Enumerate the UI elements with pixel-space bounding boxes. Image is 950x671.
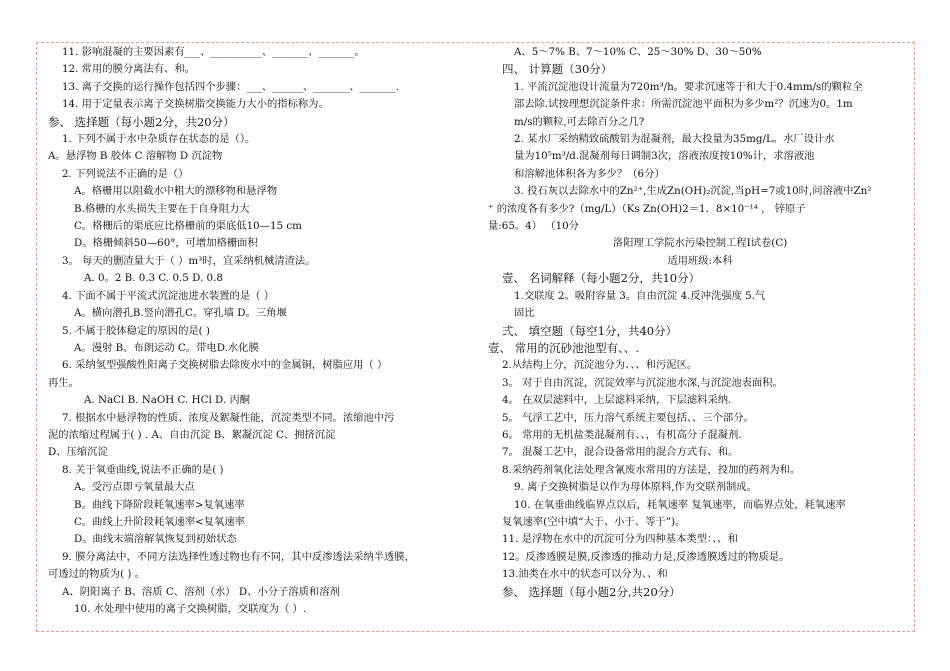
left-text-line: B.格栅的水头损失主要在于自身阻力大 [74, 202, 250, 215]
left-text-line: 13. 离子交换的运行操作包括四个步骤：___、______、_______、_______. [62, 80, 399, 93]
left-text-line: C。格栅后的渠底应比格栅前的渠底低10—15 cm [74, 220, 302, 233]
right-text-line: 2. 某水厂采纳精致硫酸铝为混凝剂，最大投量为35mg/L。水厂设计水 [514, 133, 835, 146]
right-text-line: 洛阳理工学院水污染控制工程Ⅰ试卷(C) [612, 237, 788, 250]
right-text-line: 复氧速率(空中填“大于、小于、等于”)。 [502, 515, 686, 528]
left-text-line: 6. 采纳氢型强酸性阳离子交换树脂去除废水中的金属铜，树脂应用（ ） [62, 359, 388, 372]
left-text-line: A。悬浮物 B 胶体 C 溶解物 D 沉淀物 [48, 150, 223, 163]
left-text-line: 10. 水处理中使用的离子交换树脂，交联度为（ ）. [74, 603, 307, 615]
left-text-line: 再生。 [48, 376, 79, 389]
left-text-line: 8. 关于氧垂曲线,说法不正确的是( ) [62, 463, 224, 476]
left-text-line: 5. 不属于胶体稳定的原因的是( ) [62, 324, 210, 337]
right-text-line: 8.采纳药剂氧化法处理含氰废水常用的方法是，投加的药剂为和。 [502, 463, 801, 476]
right-text-line: 11. 是浮物在水中的沉淀可分为四种基本类型：、、和 [502, 533, 738, 546]
right-text-line: 和溶解池体积各为多少？（6分） [514, 167, 665, 180]
right-text-line: 10. 在氧垂曲线临界点以后，耗氧速率 复氧速率，而临界点处，耗氧速率 [514, 498, 846, 511]
left-text-line: A. 0。2 B. 0.3 C. 0.5 D. 0.8 [84, 272, 223, 285]
right-text-line: 固比 [514, 307, 535, 320]
left-text-line: D。格栅倾斜50—60°，可增加格栅面积 [74, 237, 258, 250]
left-text-line: 可透过的物质为( ) 。 [48, 568, 145, 581]
left-text-line: B。曲线下降阶段耗氧速率>复氧速率 [74, 498, 245, 511]
right-text-line: 6。 常用的无机盐类混凝剂有、、，有机高分子混凝剂. [502, 428, 742, 441]
left-text-line: 12. 常用的膜分离法有、和。 [62, 63, 195, 76]
right-text-line: 1. 平流沉淀池设计流量为720m³/h。要求沉速等于和大于0.4mm/s的颗粒全 [514, 80, 863, 93]
left-column [48, 44, 478, 618]
right-text-line: 4。 在双层滤料中，上层滤料采纳，下层滤料采纳. [502, 394, 732, 407]
right-section-heading: 壹、 名词解释（每小题2分，共10分） [502, 271, 701, 286]
left-text-line: 1. 下列不属于水中杂质存在状态的是（）。 [62, 133, 256, 146]
left-text-line: 11. 影响混凝的主要因素有___、__________、_______、_______。 [62, 46, 365, 58]
left-text-line: A。横向潜孔B.竖向潜孔C。穿孔墙 D。三角堰 [74, 307, 287, 320]
right-text-line: 1.交联度 2。吸附容量 3。自由沉淀 4.反冲洗强度 5.气 [514, 289, 766, 302]
left-text-line: 14. 用于定量表示离子交换树脂交换能力大小的指标称为。 [62, 98, 329, 111]
right-text-line: m/s的颗粒,可去除百分之几? [514, 115, 645, 128]
right-text-line: ⁺ 的浓度各有多少?（mg/L）（Ks Zn(OH)2＝1．8×10⁻¹⁴ ， 锌原子 [488, 202, 806, 215]
right-text-line: 量:65。4） （10分 [488, 220, 579, 233]
left-text-line: 7. 根据水中悬浮物的性质、浓度及絮凝性能，沉淀类型不同。浓缩池中污 [62, 411, 395, 424]
left-text-line: A. NaCl B. NaOH C. HCl D. 丙酮 [84, 394, 251, 407]
right-text-line: 13.油类在水中的状态可以分为、、和 [502, 568, 668, 581]
right-text-line: 12。反渗透膜是膜,反渗透的推动力是,反渗透膜透过的物质是。 [502, 550, 790, 563]
left-text-line: 泥的浓缩过程属于( ) . A、自由沉淀 B、絮凝沉淀 C、拥挤沉淀 [48, 428, 336, 441]
left-text-line: A、阴阳离子 B、溶质 C、溶剂（水） D、小分子溶质和溶剂 [62, 585, 340, 598]
right-text-line: 3。 对于自由沉淀，沉淀效率与沉淀池水深,与沉淀池表面积。 [502, 376, 783, 389]
left-text-line: 4. 下面不属于平流式沉淀池进水装置的是（ ） [62, 289, 275, 302]
right-text-line: 2.从结构上分，沉淀池分为、、、和污泥区。 [502, 359, 698, 372]
right-section-heading: 壹、 常用的沉砂池池型有、、. [488, 340, 640, 355]
right-text-line: 3. 投石灰以去除水中的Zn²⁺,生成Zn(OH)₂沉淀,当pH=7或10时,问溶液中Zn² [514, 185, 872, 198]
right-text-line: 部去除.试按理想沉淀条件求：所需沉淀池平面积为多少m²？沉速为0。1m [514, 98, 853, 111]
left-section-heading: 参、 选择题（每小题2分，共20分） [48, 114, 235, 129]
left-text-line: D、压缩沉淀 [48, 446, 108, 459]
right-section-heading: 参、 选择题（每小题2分,共20分） [502, 584, 681, 599]
right-section-heading: 弍、 填空题（每空1分，共40分） [502, 323, 678, 338]
right-text-line: 5。 气浮工艺中，压力溶气系统主要包括、、三个部分。 [502, 411, 754, 424]
left-text-line: 3。 每天的删渣量大于（ ）m³时，宜采纳机械清渣法。 [62, 254, 316, 267]
right-text-line: 9. 离子交换树脂是以作为母体原料,作为交联剂制成。 [514, 481, 757, 494]
left-text-line: 2. 下列说法不正确的是（） [62, 167, 189, 180]
right-text-line: 量为10⁵m³/d.混凝剂每日调制3次，溶液浓度按10%计，求溶液池 [514, 150, 815, 163]
right-column [488, 44, 912, 601]
left-text-line: A。漫射 B。布朗运动 C。带电D.水化膜 [74, 341, 259, 354]
left-text-line: D。曲线末端溶解氧恢复到初始状态 [74, 533, 237, 546]
right-text-line: 适用班级:本科 [667, 254, 733, 267]
left-text-line: A。格栅用以阻截水中粗大的漂移物和悬浮物 [74, 185, 278, 198]
right-section-heading: 四、 计算题（30分） [502, 62, 613, 77]
right-text-line: 7。 混凝工艺中，混合设备常用的混合方式有、和。 [502, 446, 739, 459]
left-text-line: A。受污点即亏氧量最大点 [74, 481, 195, 494]
left-text-line: C。曲线上升阶段耗氧速率<复氧速率 [74, 515, 245, 528]
left-text-line: 9. 膜分离法中，不同方法选择性透过物也有不同，其中反渗透法采纳半透膜， [62, 550, 415, 563]
right-text-line: A、5～7% B、7～10% C、25～30% D、30～50% [514, 46, 762, 58]
